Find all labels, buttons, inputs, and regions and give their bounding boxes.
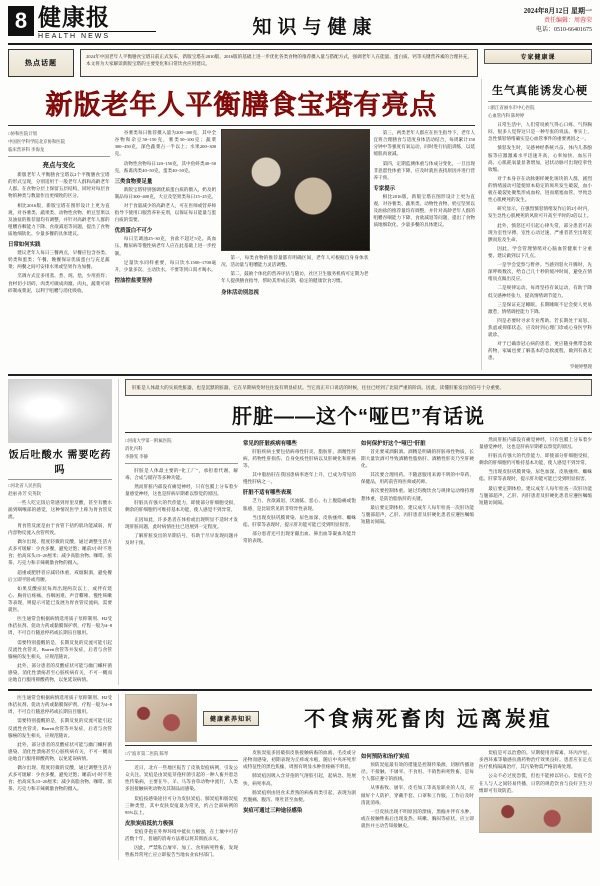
article-source-line-2: 中国医学科学院北京协和医院: [8, 139, 66, 145]
liver-subheading-protect: 如何保护好这个“哑巴”肝脏: [361, 440, 426, 447]
paragraph: 首先要戒酒限酒。酒精是明确的肝脏毒性物质，长期大量饮酒可导致酒精性脂肪肝、酒精性肝炎乃至肝硬化。: [361, 448, 474, 469]
anthrax-column-1: [125, 749, 238, 860]
paragraph: 此外，部分患者的反酸症状可能与幽门螺杆菌感染、消化性溃疡甚至心脏疾病有关，不可一概而论地自行服用抑酸药物，以免延误病情。: [8, 662, 112, 683]
paragraph: 如果反酸症状每周出现两次以上，或伴有烧心、胸骨后疼痛、吞咽困难、声音嘶哑、慢性咳嗽等表现，则提示可能已发展为胃食管反流病，需要就医。: [8, 585, 112, 613]
section-heading-highlights: 亮点与变化: [42, 162, 76, 170]
contact-phone: 电话：0510-66401675: [536, 26, 592, 33]
liver-column-2: [243, 436, 356, 548]
section-body-activity: [221, 254, 368, 284]
subheading-protein: 优质蛋白不可少: [114, 228, 153, 235]
section-body-grains: [115, 129, 217, 174]
section-body-tips-extra: [373, 193, 475, 229]
right-column-byline: 罗婉婷整理: [570, 363, 592, 369]
paragraph: 当出现皮肤巩膜黄染、尿色加深、皮肤瘙痒、蜘蛛痣、肝掌等表现时，提示肝功能可能已受到明显损害。: [243, 514, 356, 527]
paragraph: 第四，定期监测体重与体成分变化，一旦出现非意愿性体重下降，应及时就医查找原因并进行营养干预。: [373, 160, 476, 180]
microscope-photo: [125, 694, 197, 742]
paragraph: 一是学会觉察与暂停。当感到怒火升腾时，先深呼吸数次，给自己几十秒的缓冲时间，避免在情绪顶点做出反应。: [488, 262, 592, 282]
anthrax-body-left: [125, 764, 238, 816]
paragraph: 医生通常会根据病情选用质子泵抑制剂、H2受体拮抗剂、促动力药或黏膜保护剂，疗程一般为4~8周，不可自行随意停药或长期盲目服用。: [8, 695, 112, 715]
paragraph: 第一，每类食物的推荐量都有明确区间，老年人可根据自身身体状况、活动量与咀嚼能力灵活调整。: [221, 255, 369, 268]
masthead: [8, 6, 592, 45]
paragraph: 其中脂肪肝在我国患病率逐年上升，已成为常见的慢性肝病之一。: [243, 472, 356, 485]
masthead-meta: [474, 6, 592, 35]
paragraph: 四是必要时寻求专业帮助。若长期处于易怒、焦虑或抑郁状态，应及时到心理门诊或心身医学科就诊。: [488, 317, 592, 338]
paragraph: 了解肝脏发出的早期信号，有助于尽早发现问题并及时干预。: [125, 532, 238, 545]
subheading-salt: 控油控盐要坚持: [114, 277, 153, 284]
paragraph: 日常生活中，人们常说被气得心口疼、气得胸闷，很多人觉得这只是一种夸张的说法。事实上，急性愤怒情绪确实是心血管事件的重要诱因之一。: [488, 122, 592, 142]
anthrax-subheading-resistance: 皮肤炭疽抵抗力极强: [125, 820, 174, 827]
paragraph: 从事畜牧、屠宰、皮毛加工等高危职业的人员，应做好个人防护，穿戴手套、口罩和工作服，工作后及时清洗消毒。: [361, 785, 474, 805]
paragraph: 三是保证充足睡眠。长期睡眠不足会使人更易激惹，情绪调控能力下降。: [488, 301, 592, 314]
paragraph: 一旦皮肤出现不明原因的溃疡、黑痂并伴有水肿，或在接触牲畜后出现发热、咳嗽、胸闷等症状，应立即就医并主动告知接触史。: [361, 808, 474, 829]
paragraph: 公众不必过度恐慌，但也不能掉以轻心。炭疽不会在人与人之间轻易传播，日常的规范饮食与良好卫生习惯即可有效防范。: [479, 773, 592, 793]
right-column-title: 生气真能诱发心梗: [492, 85, 588, 98]
article-column-2: [115, 129, 217, 296]
paragraph: 肝脏具有强大的代偿能力，即使部分肝细胞受损，剩余的肝细胞仍可维持基本功能，使人感觉不到异常。: [479, 453, 592, 466]
paragraph: 皮肤炭疽多因破损皮肤接触病畜的血液、毛皮或分泌物而感染，初期表现为丘疹或水疱，随后中央坏死形成特征性的黑色焦痂，周围有明显水肿但疼痛不明显。: [243, 750, 356, 770]
pill-bottle-photo: [8, 379, 112, 443]
paragraph: 需要特别提醒的是，长期反复的反流可能引起反流性食管炎、Barrett食管等并发症，后者与食管腺癌的发生相关，应规范随访。: [8, 639, 112, 659]
anthrax-body-resistance: [125, 828, 238, 858]
pills-source-line-2: 赵丽 孙芳 史英软: [8, 490, 41, 496]
paragraph: 第三，两类老年人群应在医生指导下，老年人宜将合理膳食与适度身体活动结合，每周累计150分钟中等强度有氧运动，同时进行抗阻训练，以延缓肌肉衰减。: [373, 130, 476, 157]
paragraph: 炭疽芽孢在外界环境中抵抗力极强，在土壤中可存活数十年，普通的消毒方法难以将其彻底杀灭。: [125, 828, 238, 842]
section-body-practice: [8, 249, 110, 294]
expert-column-head: [484, 49, 592, 77]
liver-body-symptoms: [243, 497, 356, 544]
article-column-4: [373, 129, 475, 296]
page-number: 8: [8, 6, 34, 36]
paragraph: 肝脏疾病主要包括病毒性肝炎、脂肪肝、酒精性肝病、药物性肝损伤、自身免疫性肝病以及肝硬化和肝癌等。: [243, 448, 356, 469]
paragraph: 偶尔出现、程度轻微的反酸，通过调整生活方式多可缓解：少食多餐，避免过饱；睡前3小时不进食；抬高床头15~20厘米；减少高脂食物、咖啡、浓茶、巧克力和辛辣刺激食物的摄入。: [8, 539, 112, 566]
column-divider: [118, 694, 119, 860]
anthrax-columns: [125, 749, 592, 860]
paragraph: 建议老年人每日三餐两点，早餐应包含谷类、奶类和蛋类；午餐、晚餐保证优质蛋白与充足蔬菜；两餐之间可安排水果或坚果作为加餐。: [8, 250, 110, 270]
anthrax-body-routes: [243, 749, 356, 803]
section-title: 知识与健康: [252, 17, 378, 38]
liver-column-1: [125, 436, 238, 548]
liver-columns: [125, 436, 592, 548]
pills-title: 饭后吐酸水 需要吃药吗: [8, 449, 112, 476]
paragraph: 愤怒发生时，交感神经系统兴奋，体内儿茶酚胺等应激激素水平迅速升高，心率加快、血压升高、心肌耗氧量显著增加，冠状动脉可出现痉挛性收缩。: [488, 145, 592, 172]
article-source-line-1: □协和医院计划: [8, 131, 37, 137]
liver-body-extra: [479, 436, 592, 506]
paragraph: 近日，北方一些地区报告了皮肤炭疽病例，引发公众关注。炭疽是由炭疽芽孢杆菌引起的一种人畜共患急性传染病，主要在牛、羊、马等食草动物中流行，人类多因接触病死动物及其制品而感染。: [125, 765, 238, 792]
paragraph: 部分患者还可出现牙龈出血、鼻出血等凝血功能异常的表现。: [243, 530, 356, 543]
right-source-line-1: □浙江省丽水市中心医院: [488, 105, 535, 111]
expert-tag: 专家健康课: [484, 49, 592, 64]
lead-paragraph: 2024年中国老年人平衡膳食宝塔日前正式发布，新版宝塔在2010版、2016版的基础上进一步优化各类食物的推荐摄入量与搭配方式，强调老年人在能量、蛋白质、钙等关键营养素的合理补充，本文将为大家解读新版宝塔的主要变化和日常饮食应用建议。: [80, 49, 478, 77]
paragraph: 正因如此，许多患者在体检或出现明显不适时才发现肝脏问题，此时病情往往已进展到一定程度。: [125, 516, 238, 529]
anthrax-column-3: [361, 749, 474, 860]
liver-title: 肝脏——这个“哑巴”有话说: [232, 405, 485, 428]
paragraph: 医生通常会根据病情选用质子泵抑制剂、H2受体拮抗剂、促动力药或黏膜保护剂，疗程一般为4~8周，不可自行随意停药或长期盲目服用。: [8, 616, 112, 636]
paragraph: 胃食管反流是由于食管下括约肌功能减弱，胃内容物反流入食管所致。: [8, 522, 112, 535]
anthrax-source-line: □宁波市第二医院 陈琴: [125, 751, 169, 757]
health-literacy-tag: 健康素养知识: [203, 711, 259, 726]
main-headline: 新版老年人平衡膳食宝塔有亮点: [45, 90, 438, 121]
anthrax-photo: [479, 797, 592, 833]
logo-english-name: HEALTH NEWS: [38, 31, 156, 40]
anthrax-article: [125, 694, 592, 860]
section-body-protein: [115, 186, 217, 224]
liver-source-line-2: 消化内科: [125, 445, 143, 451]
paragraph: 需要特别提醒的是，长期反复的反流可能引起反流性食管炎、Barrett食管等并发症，后者与食管腺癌的发生相关，应规范随访。: [8, 718, 112, 738]
paragraph: 因此，学会管理情绪对心脑血管健康十分重要。建议做到以下几点。: [488, 245, 592, 258]
lead-band: [8, 49, 592, 77]
paragraph: 二是规律运动。每周坚持有氧运动，有助于降低交感神经张力，提高情绪调节能力。: [488, 285, 592, 298]
liver-body-diseases: [243, 448, 356, 486]
paragraph: 相比2016版，新版宝塔在图形设计上更为直观，对谷薯类、蔬果类、动物性食物、奶豆坚果以及油盐的推荐量均有调整，并针对高龄老年人群的咀嚼吞咽能力下降、食欲减退等问题，提出了食物质地细软化、少量多餐的具体建议。: [373, 193, 476, 228]
section-body-highlights: [8, 171, 110, 237]
publication-date: 2024年8月12日 星期一: [523, 7, 592, 15]
section-header: [156, 6, 474, 39]
paragraph: 其次要合理用药。不随意服用来源不明的中草药、保健品，用药前咨询医师或药师。: [361, 472, 474, 485]
liver-quote-box: 肝脏是人体最大的实质性脏器，也是沉默的脏器，它在早期病变时往往没有明显症状。当它真正开口说话的时候，往往已经到了比较严重的阶段。因此，读懂肝脏发出的信号十分重要。: [125, 379, 592, 396]
paragraph: 第二，鼓励个体化的营养评估与随访，社区卫生服务机构可定期为老年人提供膳食指导，帮助其形成长期、稳定的健康饮食习惯。: [221, 271, 369, 284]
editor-credit: 责任编辑：周蓉荣: [543, 17, 592, 24]
paragraph: 肠炭疽则由进食未煮熟的病畜肉类引起，表现为剧烈腹痛、腹泻、呕吐甚至血便。: [243, 789, 356, 802]
paragraph: 每日烹调油25~30克，食盐不超过5克。高血压、糖尿病等慢性病老年人应在此基础上进一步控制。: [114, 236, 217, 256]
bottom-left-column: [8, 694, 112, 860]
liver-subheading-symptoms: 肝脏不适有哪些表现: [243, 490, 292, 497]
anthrax-subheading-prevention: 如何预防和治疗炭疽: [361, 754, 410, 761]
hot-topic-stamp: 热点话题: [8, 49, 74, 77]
column-divider: [118, 379, 119, 686]
paragraph: 再次要控制体重。通过均衡饮食与规律运动维持理想体重，是防治脂肪肝的关键。: [361, 488, 474, 501]
logo-chinese-name: 健康报: [38, 5, 110, 30]
paragraph: 然而肝脏内部没有痛觉神经，只有包膜上分布着少量感觉神经，这也是肝病早期难以察觉的原因。: [479, 436, 592, 449]
paragraph: 然而肝脏内部没有痛觉神经，只有包膜上分布着少量感觉神经，这也是肝病早期难以察觉的原因。: [125, 484, 238, 497]
paragraph: 肺炭疽因吸入含芽孢的气溶胶引起，起病急、进展快，病死率高。: [243, 773, 356, 786]
paragraph: 预防炭疽最有效的措施是控制传染源，切断传播途径。不接触、不屠宰、不食用、不销售病死牲畜，是每个人都应遵守的底线。: [361, 762, 474, 782]
paragraph: 研究显示，在强烈愤怒情绪发作后的2小时内，发生急性心肌梗死的风险可升高至平时的2倍以上。: [488, 206, 592, 219]
paragraph: 炭疽按感染途径可分为皮肤炭疽、肺炭疽和肠炭疽三种类型，其中皮肤炭疽最为常见，约占全部病例的95%以上。: [125, 795, 238, 815]
paragraph: 动物性食物每日120~150克，其中鱼虾类40~50克，畜禽肉类40~50克，蛋类40~50克。: [114, 160, 217, 173]
liver-source-line-3: 李静雯 李静: [125, 453, 149, 459]
article-column-3: [221, 129, 368, 296]
right-source-line-2: 心血管内科 陈婷婷: [488, 113, 525, 119]
paragraph: 此外，部分患者的反酸症状可能与幽门螺杆菌感染、消化性溃疡甚至心脏疾病有关，不可一概而论地自行服用抑酸药物，以免延误病情。: [8, 741, 112, 762]
paragraph: 相比2016版，新版宝塔在图形设计上更为直观，对谷薯类、蔬果类、动物性食物、奶豆坚果以及油盐的推荐量均有调整，并针对高龄老年人群的咀嚼吞咽能力下降、食欲减退等问题，提出了食物质地细软化、少量多餐的具体建议。: [8, 202, 110, 237]
topic-stamp-wrap: [8, 49, 74, 77]
liver-article: [125, 379, 592, 686]
paragraph: 此外，愤怒还可引起心律失常，部分患者可表现为室性早搏、室性心动过速，严重者甚至出现室颤而危及生命。: [488, 222, 592, 242]
liver-column-3: [361, 436, 474, 548]
liver-column-4: [479, 436, 592, 548]
liver-body-left: [125, 467, 238, 546]
paragraph: 新版老年人平衡膳食宝塔以2个平衡膳食宝塔的形式呈现，分别适用于一般老年人群和高龄老年人群。在食物分层上保留五层结构，同时对每层食物的种类与数量作出更细致的区分。: [8, 172, 110, 199]
liver-subheading-diseases: 常见的肝脏疾病有哪些: [243, 440, 297, 447]
column-divider: [481, 79, 482, 369]
food-photo: [221, 129, 370, 251]
anthrax-body-prevention: [361, 761, 474, 829]
paragraph: 足量饮水同样重要，每日饮水1500~1700毫升，少量多次、主动饮水，不要等到口渴才喝水。: [114, 259, 217, 272]
article-column-1: [8, 129, 110, 296]
paragraph: 烹调方式宜多用蒸、煮、炖、烩，少用煎炸；食材切小切碎，肉类可做成肉糜、肉丸，蔬菜可剁碎制成菜泥，以利于咀嚼与消化吸收。: [8, 273, 110, 293]
anthrax-column-4: [479, 749, 592, 860]
subheading-grains: 三类食物要足量: [114, 178, 153, 185]
paragraph: 超重或肥胖者应减轻体重，戒烟限酒，避免餐后立即平卧或弯腰。: [8, 569, 112, 582]
pills-column: [8, 379, 112, 686]
paragraph: 最后要定期体检。建议成年人每年检查一次肝功能与腹部超声，乙肝、丙肝患者及肝硬化患者应遵医嘱缩短随访间隔。: [361, 504, 474, 524]
paragraph: 因此，严禁私自屠宰、加工、食用病死牲畜，发现牲畜异常死亡应立即报告当地农业农村部门。: [125, 845, 238, 858]
anthrax-body-treatment: [479, 749, 592, 794]
paragraph: 乏力、食欲减退、厌油腻、恶心、右上腹隐痛或饱胀感，是比较常见的非特异性表现。: [243, 498, 356, 511]
paragraph: 偶尔出现、程度轻微的反酸，通过调整生活方式多可缓解：少食多餐，避免过饱；睡前3小时不进食；抬高床头15~20厘米；减少高脂食物、咖啡、浓茶、巧克力和辛辣刺激食物的摄入。: [8, 765, 112, 792]
pills-body-continued: [8, 694, 112, 792]
paragraph: 新版宝塔特别强调优质蛋白质的摄入，奶及奶制品每日300~400克，大豆及坚果类每日15~25克。: [114, 186, 217, 199]
paragraph: 肝脏是人体最主要的“化工厂”，承担着代谢、解毒、合成与储存等多种功能。: [125, 467, 238, 480]
liver-body-protect: [361, 448, 474, 525]
article-source-line-3: 临床营养科 李海龙: [8, 147, 45, 153]
paragraph: 肝脏具有强大的代偿能力，即使部分肝细胞受损，剩余的肝细胞仍可维持基本功能，使人感觉不到异常。: [125, 500, 238, 513]
anthrax-column-2: [243, 749, 356, 860]
paragraph: 当出现皮肤巩膜黄染、尿色加深、皮肤瘙痒、蜘蛛痣、肝掌等表现时，提示肝功能可能已受到明显损害。: [479, 469, 592, 482]
liver-source-line-1: □河南大学第一附属医院: [125, 437, 172, 443]
anthrax-subheading-routes: 炭疽可通过三种途径感染: [243, 807, 303, 814]
paragraph: 炭疽是可以治愈的。早期使用青霉素、环丙沙星、多西环素等敏感抗菌药物治疗效果良好。患者应在定点医疗机构隔离治疗，其污染物需严格消毒处理。: [479, 750, 592, 770]
newspaper-logo: [38, 6, 156, 40]
subheading-tips: 专家提示: [373, 185, 396, 192]
section-body-salt: [115, 235, 217, 273]
paragraph: 一些人吃完饭后常感到胃里反酸，甚至有酸水涌到咽喉部的感觉，这种情况医学上称为胃食管反流。: [8, 499, 112, 519]
subheading-practice: 日常如何实践: [8, 242, 41, 249]
paragraph: 对于食量减少的高龄老人，可在医师或营养师指导下使用口服营养补充剂，以保证每日能量与蛋白质的需要。: [114, 203, 217, 223]
paragraph: 最后要定期体检。建议成年人每年检查一次肝功能与腹部超声，乙肝、丙肝患者及肝硬化患者应遵医嘱缩短随访间隔。: [479, 485, 592, 505]
anthrax-title: 不食病死畜肉 远离炭疽: [304, 708, 553, 732]
pills-body: [8, 499, 112, 684]
article-columns: [8, 129, 475, 296]
right-column-body: [488, 121, 592, 361]
section-body-tips: [373, 129, 475, 181]
paragraph: 谷薯类每日推荐摄入量为200~300克，其中全谷物和杂豆50~150克，薯类50~100克；蔬菜300~450克，深色蔬菜占一半以上；水果200~300克。: [114, 130, 217, 157]
subheading-activity: 身体活动别忽视: [221, 289, 259, 296]
pills-source-line-1: □河北省人民医院: [8, 482, 42, 488]
right-rail: [488, 79, 592, 369]
paragraph: 对于已确诊冠心病的患者，更应随身携带急救药物，家属也要了解基本的急救流程，做到有备无患。: [488, 341, 592, 361]
paragraph: 对于本身存在动脉粥样硬化斑块的人群，剧烈的情绪波动可能使原本稳定的斑块发生破裂，血小板在破裂处聚集形成血栓，进而堵塞血管，导致急性心肌梗死的发生。: [488, 175, 592, 203]
